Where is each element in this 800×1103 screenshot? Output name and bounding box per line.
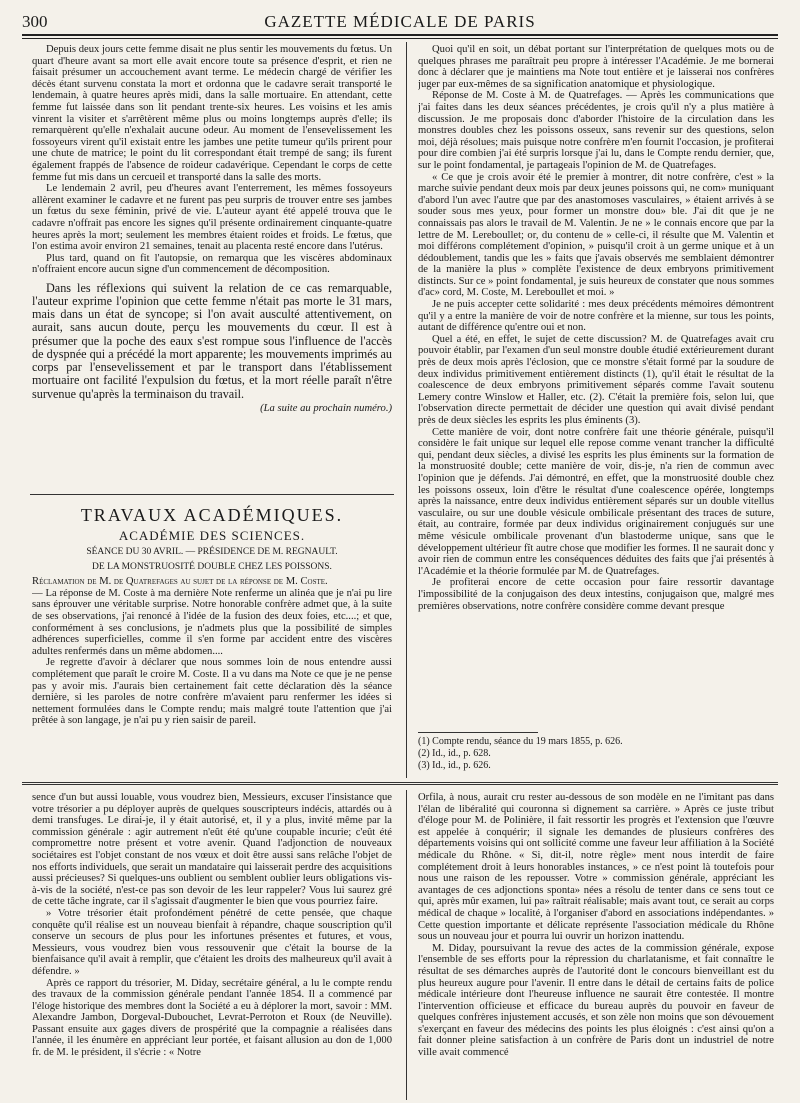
paragraph: Depuis deux jours cette femme disait ne plus sentir les mouvements du fœtus. Un quart d'heure avant sa mort elle avait encore toute sa présence d'esprit, et rien ne faisait présumer un accouchement avant terme. Le médecin chargé de vérifier les décès étant survenu constata la mort et ordonna que le cadavre serait transporté le lendemain, à quatre heures après midi, dans la salle mortuaire. En attendant, cette femme fut laissée dans son lit pendant trente-six heures. Les voisins et les amis vinrent la visiter et s'arrêtèrent même plus ou moins longtemps auprès d'elle; ils remarquèrent qu'elle n'exhalait aucune odeur. Au moment de l'ensevelissement les fossoyeurs virent qu'il existait entre les jambes une petite tumeur qu'ils prirent pour une chute de matrice; le point du lit correspondant était trempé de sang; ils furent également frappés de l'absence de roideur cadavérique. Cependant le corps de cette femme fut mis dans un cercueil et transporté dans la salle des morts. (32, 44, 392, 183)
paragraph: Quoi qu'il en soit, un débat portant sur l'interprétation de quelques mots ou de quelques phrases me paraîtrait peu propre à intéresser l'Académie. Je me bornerai donc à déclarer que je maintiens ma Note tout entière et je laisserai nos confrères juger par eux-mêmes de sa signification anatomique et physiologique. (418, 44, 774, 90)
paragraph: Cette manière de voir, dont notre confrère fait une théorie générale, puisqu'il considère le fait unique sur lequel elle repose comme venant trancher la difficulté qui, pendant deux siècles, a divisé les esprits les plus éminents sur la formation de la monstruosité double; cette manière de voir, dis-je, n'a rien de commun avec l'opinion que je défends. J'ai démontré, en effet, que la monstruosité double chez les poissons osseux, loin d'être le résultat d'une coalescence opérée, longtemps après la naissance, entre deux individus entièrement séparés sur un double vitellus vasculaire, ou sur une double vésicule ombilicale présentant des traces de suture, était, au contraire, formée par deux individus originairement conjugués sur une même vésicule ombilicale provenant d'un blastoderme unique, sans que le développement ultérieur fît autre chose que modifier les formes. Il ne saurait donc y avoir rien de commun entre les conséquences déduites des faits que j'ai présentés à l'Académie et la théorie formulée par M. de Quatrefages. (418, 426, 774, 577)
paragraph: Après ce rapport du trésorier, M. Diday, secrétaire général, a lu le compte rendu des travaux de la commission générale pendant l'année 1854. Il a commencé par l'éloge historique des membres dont la Société a eu à déplorer la mort, savoir : MM. Alexandre Jambon, Dorgeval-Dubouchet, Levrat-Perroton et Roux (de Neuville). Passant ensuite aux gages divers de prospérité que la compagnie a réalisées dans l'année, il les énumère en appréciant leur portée, et faisant allusion au don de 1,000 fr. de M. le président, il s'écrie : « Notre (32, 977, 392, 1059)
footnote: (1) Compte rendu, séance du 19 mars 1855, p. 626. (418, 736, 623, 747)
paragraph: Plus tard, quand on fit l'autopsie, on remarqua que les viscères abdominaux n'offraient encore aucun signe d'un commencement de décomposition. (32, 252, 392, 276)
continued-note: (La suite au prochain numéro.) (260, 402, 392, 414)
bottom-right-column (418, 792, 774, 1098)
footnote: (2) Id., id., p. 628. (418, 748, 491, 759)
page-divider (22, 782, 778, 785)
paragraph: Le lendemain 2 avril, peu d'heures avant l'enterrement, les mêmes fossoyeurs allèrent examiner le cadavre et ne furent pas peu surpris de trouver entre ses jambes un fœtus du sexe féminin, privé de vie. L'auteur ayant été appelé trouva que le cadavre n'offrait pas encore les signes qu'il présente ordinairement cinquante-quatre heures après la mort; seulement les membres étaient roides et froids. Le fœtus, que l'on estima avoir environ 21 semaines, tenait au placenta resté encore dans l'utérus. (32, 183, 392, 253)
paragraph: Orfila, à nous, aurait cru rester au-dessous de son modèle en ne l'imitant pas dans l'élan de libéralité qui couronna si dignement sa carrière. » Après ce juste tribut d'éloge pour M. de Polinière, il fait ressortir les progrès et l'extension que l'œuvre est appelée à conquérir; il signale les demandes de plusieurs confrères des départements voisins qui ont sollicité comme une faveur leur affiliation à la Société médicale du Rhône. « Si, dit-il, notre règle» ment nous interdit de faire complétement droit à leurs honorables instances, » ce n'est point là toutefois pour nous une raison de les repousser. Votre » commission générale, appréciant les avantages de ces adjonctions sponta» nées a résolu de tenter dans ce sens tout ce qui, après mûr examen, lui pa» raîtrait réalisable; mais avant tout, ce serait au corps médical de chaque » localité, à l'organiser d'abord en associations indépendantes. » Cette question importante et délicate représente l'association médicale du Rhône sous un nouveau jour et pourra lui ouvrir un horizon inattendu. (418, 792, 774, 943)
paragraph: Je ne puis accepter cette solidarité : mes deux précédents mémoires démontrent qu'il y a entre la manière de voir de notre confrère et la mienne, sur tous les points, autant de différence qu'entre oui et non. (418, 299, 774, 334)
column-rule (406, 42, 407, 778)
page-header (22, 6, 778, 36)
paragraph: « Ce que je crois avoir été le premier à montrer, dit notre confrère, c'est » la marche suivie pendant deux mois par deux jeunes poissons qui, ne com» muniquant d'abord l'un avec l'autre que par des anastomoses vasculaires, » étaient arrivés à se souder sous mes yeux, pour former un monstre dou» ble. J'ai dit que je ne connaissais pas alors le travail de M. Valentin. Je ne » le connais encore que par la lettre de M. Lereboullet; or, du contenu de » celle-ci, il résulte que M. Valentin et moi différons complétement d'opinion, » puisqu'il croit à un germe unique et à un dédoublement, tandis que les » faits que j'avais observés me semblaient démontrer de la manière la plus » complète l'existence de deux embryons primitivement distincts. Sur ce » point fondamental, je suis heureux de constater que nous sommes d'ac» cord, M. Coste, M. Lereboullet et moi. » (418, 171, 774, 299)
column-rule (406, 790, 407, 1100)
paragraph: Réponse de M. Coste à M. de Quatrefages. — Après les communications que j'ai faites dans les deux séances précédentes, je crois qu'il n'y a plus matière à discussion. Je me proposais donc d'aborder l'histoire de la circulation dans les monstres doubles chez les poissons osseux, sans revenir sur des questions, selon moi, déjà résolues; mais puisque notre confrère m'en fournit l'occasion, je profiterai pour dire combien j'ai été surpris lorsque j'ai lu, dans le Compte rendu dernier, que, sur le point fondamental, je partageais l'opinion de M. de Quatrefages. (418, 90, 774, 171)
journal-title: GAZETTE MÉDICALE DE PARIS (264, 12, 536, 31)
page-number: 300 (22, 12, 48, 31)
footnote: (3) Id., id., p. 626. (418, 760, 491, 771)
academy-section (32, 498, 392, 776)
paragraph: M. Diday, poursuivant la revue des actes de la commission générale, expose l'ensemble de ses efforts pour la répression du charlatanisme, et fait connaître le résultat de ses démarches auprès de l'autorité dont le concours bienveillant est du plus heureux augure pour l'avenir. Il entre dans le détail de certains faits de police médicale intérieure dont l'heureuse influence ne saurait être contestée. Il montre l'intervention officieuse et efficace du bureau auprès du pouvoir en faveur de quelques confrères injustement accusés, et son zèle non moins que son dévouement s'exerçant en faveur des médecins des points les plus éloignés : c'est ainsi qu'on a fait donner pleine satisfaction à un confrère de Paris dont un industriel de notre ville avait commencé (418, 942, 774, 1059)
claim-heading: Réclamation de M. de Quatrefages au sujet de la réponse de M. Coste. (32, 576, 328, 588)
session-line: SÉANCE DU 30 AVRIL. — PRÉSIDENCE DE M. REGNAULT. (86, 547, 338, 557)
footnotes (418, 736, 774, 776)
footnote-rule (418, 732, 538, 733)
reflection-paragraph: Dans les réflexions qui suivent la relation de ce cas remarquable, l'auteur exprime l'opinion que cette femme n'était pas morte le 31 mars, mais dans un état de syncope; si l'on avait ausculté attentivement, on aurait, sans aucun doute, perçu les mouvements du cœur. Il est à présumer que la poche des eaux s'est rompue sous l'influence de l'accès de dyspnée qui a précédé la mort apparente; les mouvements imprimés au corps par l'ensevelissement et par le transport dans l'établissement mortuaire ont facilité l'expulsion du fœtus, et la mort réelle paraît n'être survenue qu'après la terminaison du travail. (32, 280, 392, 401)
paragraph: sence d'un but aussi louable, vous voudrez bien, Messieurs, excuser l'insistance que votre trésorier a pu déployer auprès de quelques souscripteurs indécis, attardés ou à demi transfuges. Le dirai-je, il y était autorisé, et, il y a plus, invité même par la commission générale : agir autrement n'eût été qu'une coupable incurie; c'eût été compromettre notre présent et votre avenir. Quand l'adjonction de nouveaux sociétaires est l'objet constant de nos vœux et doit être aussi sans relâche l'objet de nos efforts individuels, que serait un mandataire qui laisserait perdre des acquisitions aussi précieuses? Si quelques-uns oublient ou semblent oublier leurs obligations vis-à-vis de la société, n'est-ce pas son devoir de les leur rappeler? Vous lui saurez gré de cette tâche ingrate, car il s'agissait d'augmenter le bien que vous pourriez faire. (32, 792, 392, 908)
topic-line: DE LA MONSTRUOSITÉ DOUBLE CHEZ LES POISSONS. (92, 561, 332, 572)
paragraph: » Votre trésorier était profondément pénétré de cette pensée, que chaque conquête qu'il réalise est un nouveau bienfait à répandre, chaque souscription qu'il conserve un secours de plus pour les infortunes présentes et futures, et vous, Messieurs, vous voudrez bien vous ressouvenir que c'était la bourse de la bienfaisance qu'il avait à remplir, que c'étaient les droits des malheureux qu'il avait à défendre. » (32, 907, 392, 977)
paragraph: Quel a été, en effet, le sujet de cette discussion? M. de Quatrefages avait cru pouvoir établir, par l'examen d'un seul monstre double étudié extérieurement durant près de deux mois après l'éclosion, que ce monstre s'était formé par la soudure de deux individus primitivement entièrement distincts (1), qu'il était le résultat de la coalescence de deux embryons primitivement séparés comme l'avait soutenu Lemery contre Winslow et Haller, etc. (2). C'était la première fois, selon lui, que l'observation directe permettait de décider une question qui avait divisé pendant près de deux siècles les esprits les plus éminents (3). (418, 333, 774, 426)
section-divider (30, 494, 394, 495)
top-right-column (418, 44, 774, 728)
top-left-column (32, 44, 392, 494)
bottom-left-column (32, 792, 392, 1098)
academy-subtitle: ACADÉMIE DES SCIENCES. (118, 528, 306, 543)
paragraph: Je profiterai encore de cette occasion pour faire ressortir davantage l'impossibilité de la conjugaison des deux intestins, conjugaison que, malgré mes premières observations, notre confrère considère comme devant presque (418, 577, 774, 612)
section-title: TRAVAUX ACADÉMIQUES. (80, 505, 344, 525)
paragraph: Je regrette d'avoir à déclarer que nous sommes loin de nous entendre aussi complétement que paraît le croire M. Coste. Il a vu dans ma Note ce que je ne pense pas y avoir mis. J'aurais bien certainement fait cette déclaration dès la séance dernière, si les paroles de notre confrère m'avaient paru renfermer les idées si nettement formulées dans le Compte rendu; mais malgré toute l'attention que j'ai prêtée à son langage, je n'ai pu y rien saisir de pareil. (32, 657, 392, 727)
paragraph: — La réponse de M. Coste à ma dernière Note renferme un alinéa que je n'ai pu lire sans éprouver une véritable surprise. Notre honorable confrère admet que, à la suite de ses observations, j'ai renoncé à l'idée de la fusion des deux foies, etc....; et que, conformément à ses conclusions, je n'admets plus que la possibilité de simples adhérences superficielles, comme il s'en forme par accident entre des viscères adultes renfermés dans un même abdomen.... (32, 587, 392, 657)
